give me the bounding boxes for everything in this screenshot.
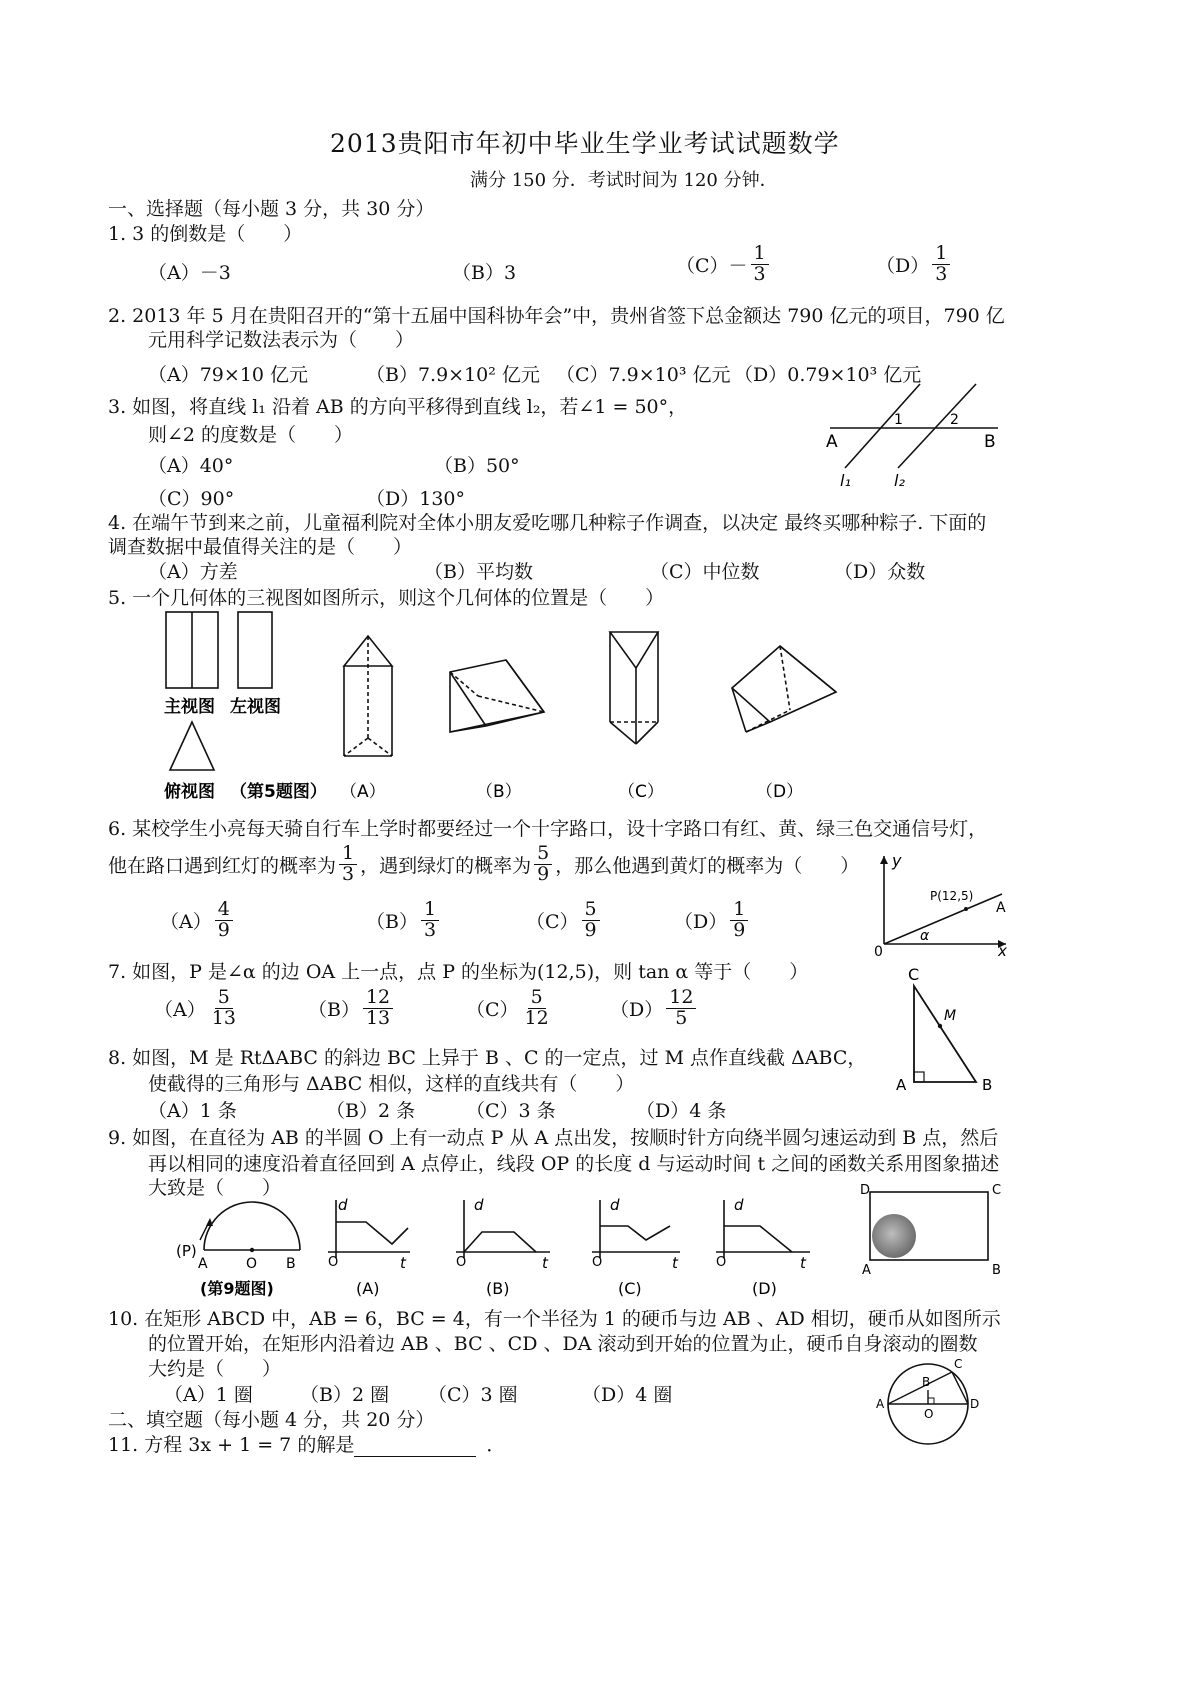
fraction-denominator: 5: [675, 1006, 688, 1029]
q11-end: ．: [486, 1434, 506, 1456]
q8-option-a: （A）1 条: [148, 1100, 237, 1122]
q10-line2: 的位置开始，在矩形内沿着边 AB 、BC 、CD 、DA 滚动到开始的位置为止，硬币自身滚动的圈数: [148, 1333, 978, 1355]
point-m: [938, 1024, 942, 1028]
label-l1: l₁: [840, 471, 851, 490]
q3-line1: 3. 如图，将直线 l₁ 沿着 AB 的方向平移得到直线 l₂，若∠1 = 50°，: [108, 396, 688, 418]
label-a: A: [876, 1397, 885, 1411]
q11-stem: [108, 1430, 505, 1457]
axis-y-label: y: [892, 851, 902, 870]
triangle-abc: [914, 986, 976, 1082]
origin-label: 0: [874, 944, 883, 960]
graph-c-origin: O: [592, 1255, 603, 1270]
solid-d: [732, 646, 836, 732]
fraction-numerator: 1: [339, 844, 357, 865]
q2-option-d: （D）0.79×10³ 亿元: [734, 364, 922, 386]
graph-d-origin: O: [716, 1255, 727, 1270]
q1-option-b: （B）3: [452, 262, 517, 284]
fraction-numerator: 4: [215, 900, 233, 921]
q9-line3: 大致是（ ）: [148, 1177, 282, 1199]
label-a: A: [862, 1263, 871, 1278]
q2-option-b: （B）7.9×10² 亿元: [366, 364, 540, 386]
q1-option-c-label: （C）－: [676, 254, 748, 277]
q7-option-c: [466, 988, 555, 1029]
q7-option-a: [154, 988, 242, 1029]
q3-option-a: （A）40°: [148, 455, 234, 477]
q9-line2: 再以相同的速度沿着直径回到 A 点停止，线段 OP 的长度 d 与运动时间 t 之间的函数关系用图象描述: [148, 1153, 1000, 1175]
fraction-denominator: 3: [935, 262, 948, 285]
q1-option-d-label: （D）: [876, 254, 930, 277]
label-c: C: [908, 965, 920, 984]
graph-b-t: t: [542, 1254, 548, 1272]
q4-line2: 调查数据中最值得关注的是（ ）: [108, 536, 413, 558]
q10-option-d: （D）4 圈: [582, 1384, 673, 1406]
label-c: C: [954, 1357, 963, 1371]
right-angle-mark: [914, 1072, 924, 1082]
coin-icon: [872, 1214, 916, 1258]
graph-d-t: t: [800, 1254, 806, 1272]
fraction-numerator: 1: [730, 900, 748, 921]
label-c: C: [992, 1183, 1002, 1198]
q7-option-a-label: （A）: [154, 998, 206, 1021]
label-o: O: [246, 1256, 258, 1272]
q10-line1: 10. 在矩形 ABCD 中，AB = 6，BC = 4，有一个半径为 1 的硬币与边 AB 、AD 相切，硬币从如图所示: [108, 1308, 1001, 1330]
q1-stem: 1. 3 的倒数是（ ）: [108, 223, 303, 245]
q9-figure-caption: (第9题图): [200, 1279, 274, 1298]
q8-option-c: （C）3 条: [466, 1100, 556, 1122]
q6-option-a: [160, 900, 236, 941]
fraction-denominator: 9: [733, 918, 746, 941]
q5-stem: 5. 一个几何体的三视图如图所示，则这个几何体的位置是（ ）: [108, 587, 665, 609]
graph-b: [456, 1200, 550, 1258]
q2-line2: 元用科学记数法表示为（ ）: [148, 329, 415, 351]
solid-a: [344, 636, 392, 756]
q1-option-c: [676, 244, 772, 285]
q9-graphs-figure: [170, 1192, 830, 1302]
q6-option-b: [366, 900, 442, 941]
q4-option-d: （D）众数: [834, 561, 926, 583]
graph-c-d: d: [610, 1196, 620, 1214]
q10-option-b: （B）2 圈: [300, 1384, 390, 1406]
q7-option-b: [308, 988, 396, 1029]
label-b: B: [992, 1263, 1001, 1278]
q9-semicircle: [204, 1202, 300, 1250]
q3-option-b: （B）50°: [434, 455, 520, 477]
label-m: M: [944, 1008, 957, 1024]
q7-option-c-label: （C）: [466, 998, 519, 1021]
point-p-label: P(12,5): [930, 889, 974, 903]
q5-choice-c: （C）: [618, 782, 664, 802]
q10-option-a: （A）1 圈: [164, 1384, 253, 1406]
fraction-denominator: 3: [753, 262, 766, 285]
point-a-label: A: [996, 900, 1006, 916]
fraction-numerator: 5: [528, 988, 546, 1009]
q6-option-a-label: （A）: [160, 910, 212, 933]
section-fill-header: 二、填空题（每小题 4 分，共 20 分）: [108, 1409, 435, 1431]
fraction-denominator: 3: [423, 918, 437, 941]
q4-option-a: （A）方差: [148, 561, 238, 583]
q11-text: 11. 方程 3x + 1 = 7 的解是: [108, 1434, 355, 1456]
q1-option-a: （A）－3: [148, 262, 231, 284]
page-subtitle: 满分 150 分．考试时间为 120 分钟．: [470, 170, 778, 191]
q8-line2: 使截得的三角形与 ΔABC 相似，这样的直线共有（ ）: [148, 1073, 635, 1095]
graph-d-d: d: [734, 1196, 744, 1214]
section-choice-header: 一、选择题（每小题 3 分，共 30 分）: [108, 198, 435, 220]
graph-d: [716, 1200, 810, 1258]
q6-option-c: [526, 900, 603, 941]
q3-option-d: （D）130°: [366, 488, 465, 510]
q8-line1: 8. 如图，M 是 RtΔABC 的斜边 BC 上异于 B 、C 的一定点，过 M 点作直线截 ΔABC，: [108, 1047, 867, 1069]
q6-option-c-label: （C）: [526, 910, 579, 933]
q3-line2: 则∠2 的度数是（ ）: [148, 424, 354, 446]
point-p: [964, 907, 968, 911]
label-l2: l₂: [894, 471, 905, 490]
q5-three-views-figure: [160, 606, 860, 806]
fraction-numerator: 1: [751, 244, 769, 265]
q2-option-c: （C）7.9×10³ 亿元: [556, 364, 731, 386]
alpha-label: α: [920, 928, 930, 944]
fraction-numerator: 12: [666, 988, 696, 1009]
fraction-denominator: 3: [342, 862, 355, 885]
graph-a-origin: O: [328, 1255, 339, 1270]
top-view-label: 俯视图: [164, 782, 215, 802]
q11-answer-blank[interactable]: [354, 1438, 476, 1457]
q6-text-green: ，遇到绿灯的概率为: [360, 854, 532, 877]
q5-choice-d: （D）: [756, 782, 804, 802]
label-b: B: [922, 1375, 931, 1389]
fraction-numerator: 12: [363, 988, 393, 1009]
fraction-numerator: 5: [215, 988, 233, 1009]
q5-choice-a: （A）: [340, 782, 386, 802]
label-a: A: [826, 432, 838, 452]
axis-x-label: x: [998, 942, 1007, 960]
graph-a-d: d: [338, 1196, 348, 1214]
angle-1-label: 1: [894, 412, 903, 428]
left-view-label: 左视图: [230, 697, 281, 717]
graph-d-label: (D): [752, 1279, 777, 1298]
q10-rectangle-figure: [856, 1180, 1006, 1276]
graph-b-origin: O: [456, 1255, 467, 1270]
q8-triangle-figure: [886, 964, 1006, 1094]
label-a: A: [198, 1256, 208, 1272]
graph-a-t: t: [400, 1254, 406, 1272]
top-view-triangle: [170, 722, 214, 770]
fraction-numerator: 1: [421, 900, 439, 921]
fraction-denominator: 13: [365, 1006, 391, 1029]
page-title: 2013贵阳市年初中毕业生学业考试试题数学: [330, 129, 840, 158]
q6-option-b-label: （B）: [366, 910, 418, 933]
label-b: B: [982, 1076, 993, 1094]
q8-option-d: （D）4 条: [636, 1100, 727, 1122]
q6-option-d: [674, 900, 751, 941]
fraction-denominator: 9: [537, 862, 550, 885]
q6-line2: [108, 844, 859, 885]
fraction-denominator: 9: [217, 918, 230, 941]
q6-text-red: 他在路口遇到红灯的概率为: [108, 854, 337, 877]
graph-c-t: t: [672, 1254, 678, 1272]
q8-option-b: （B）2 条: [326, 1100, 416, 1122]
solid-b: [450, 660, 544, 732]
q1-option-d: [876, 244, 953, 285]
q4-option-b: （B）平均数: [424, 561, 533, 583]
q5-figure-caption: （第5题图）: [230, 782, 327, 802]
q7-stem: 7. 如图，P 是∠α 的边 OA 上一点，点 P 的坐标为(12,5)，则 tan α 等于（ ）: [108, 961, 809, 983]
graph-b-label: (B): [486, 1279, 510, 1298]
q7-angle-figure: [870, 852, 1020, 958]
fraction-numerator: 5: [582, 900, 600, 921]
q6-option-d-label: （D）: [674, 910, 728, 933]
graph-c: [592, 1200, 680, 1258]
solid-c: [610, 632, 658, 744]
label-o: O: [924, 1407, 934, 1421]
q5-choice-b: （B）: [476, 782, 522, 802]
q7-option-b-label: （B）: [308, 998, 360, 1021]
fraction-numerator: 1: [932, 244, 950, 265]
q7-option-d-label: （D）: [610, 998, 664, 1021]
label-b: B: [984, 432, 996, 452]
fraction-numerator: 5: [534, 844, 552, 865]
angle-2-label: 2: [950, 412, 959, 428]
label-p: (P): [176, 1242, 197, 1260]
q4-line1: 4. 在端午节到来之前，儿童福利院对全体小朋友爱吃哪几种粽子作调查，以决定 最终买哪种粽子. 下面的: [108, 512, 987, 534]
q2-option-a: （A）79×10 亿元: [148, 364, 309, 386]
label-d: D: [970, 1397, 980, 1411]
q6-line1: 6. 某校学生小亮每天骑自行车上学时都要经过一个十字路口，设十字路口有红、黄、绿三色交通信号灯，: [108, 818, 988, 840]
fraction-denominator: 9: [584, 918, 597, 941]
graph-a-label: (A): [356, 1279, 380, 1298]
graph-c-label: (C): [618, 1279, 642, 1298]
q7-option-d: [610, 988, 699, 1029]
q3-parallel-lines-figure: [820, 380, 1010, 492]
q3-option-c: （C）90°: [148, 488, 235, 510]
left-view-rect: [238, 612, 272, 688]
label-a: A: [896, 1076, 907, 1094]
q6-text-yellow: ，那么他遇到黄灯的概率为（ ）: [555, 854, 860, 877]
q2-line1: 2. 2013 年 5 月在贵阳召开的“第十五届中国科协年会”中，贵州省签下总金额达 790 亿元的项目，790 亿: [108, 305, 1005, 327]
label-b: B: [286, 1256, 296, 1272]
q10-line3: 大约是（ ）: [148, 1358, 282, 1380]
front-view-label: 主视图: [164, 697, 215, 717]
q4-option-c: （C）中位数: [650, 561, 760, 583]
graph-b-d: d: [474, 1196, 484, 1214]
q9-line1: 9. 如图，在直径为 AB 的半圆 O 上有一动点 P 从 A 点出发，按顺时针方向绕半圆匀速运动到 B 点，然后: [108, 1127, 999, 1149]
q10-option-c: （C）3 圈: [428, 1384, 518, 1406]
label-d: D: [860, 1183, 871, 1198]
fraction-denominator: 13: [211, 1006, 236, 1029]
fraction-denominator: 12: [524, 1006, 549, 1029]
circle-figure: [870, 1356, 990, 1452]
